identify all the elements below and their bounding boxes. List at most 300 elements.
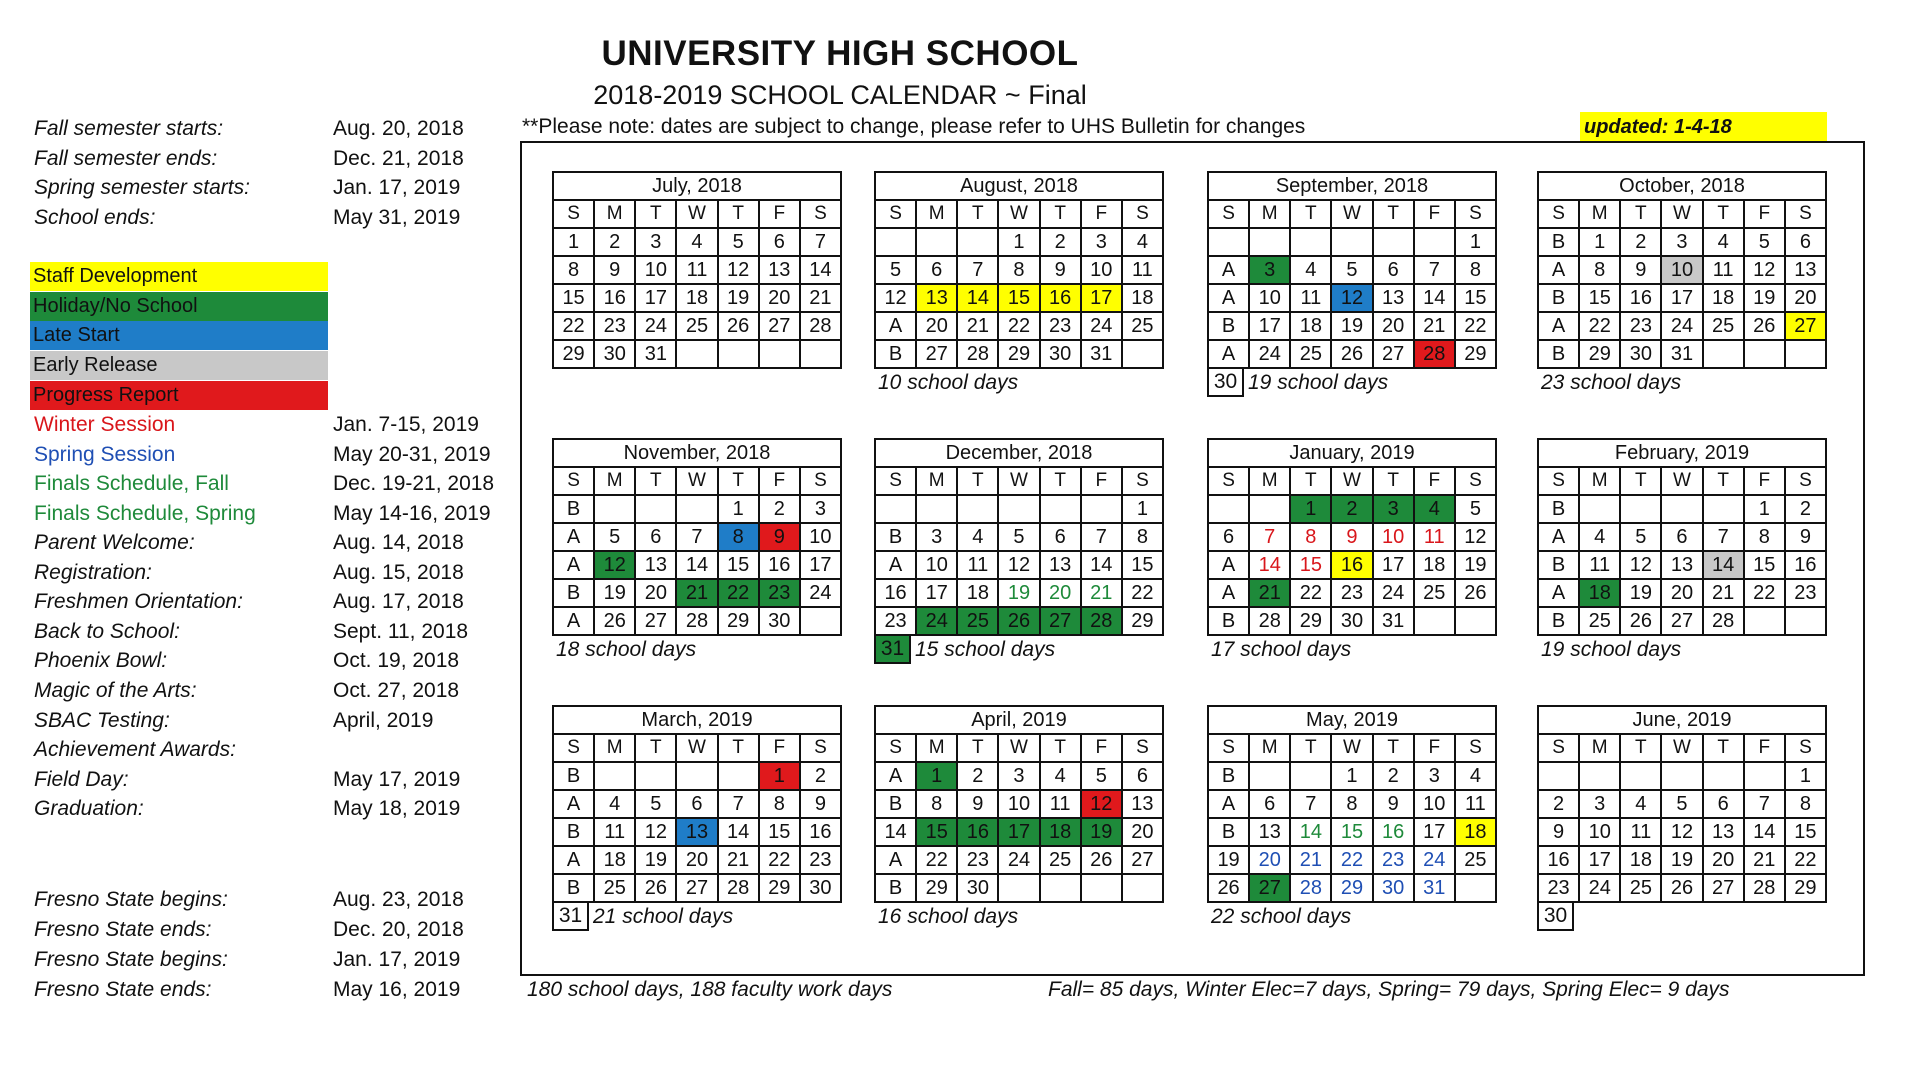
day-cell: 9 (759, 523, 800, 551)
session-value: Dec. 19-21, 2018 (333, 472, 495, 496)
weekday-header: S (1208, 734, 1249, 762)
month-name: November, 2018 (553, 439, 841, 467)
day-cell: 13 (1785, 256, 1826, 284)
day-cell: 8 (1579, 256, 1620, 284)
day-cell: 5 (875, 256, 916, 284)
day-cell: 20 (759, 284, 800, 312)
day-cell: 4 (1122, 228, 1163, 256)
day-cell: 17 (635, 284, 676, 312)
day-cell: 1 (759, 762, 800, 790)
day-cell: 4 (1579, 523, 1620, 551)
day-cell: 26 (1081, 846, 1122, 874)
weekday-header: T (1373, 200, 1414, 228)
day-cell: 22 (998, 312, 1039, 340)
day-cell: 30 (800, 874, 841, 902)
day-cell: 15 (1785, 818, 1826, 846)
day-cell: 25 (1040, 846, 1081, 874)
day-cell: 1 (916, 762, 957, 790)
weekday-header: S (1785, 200, 1826, 228)
day-cell: 19 (1208, 846, 1249, 874)
day-cell: 12 (1081, 790, 1122, 818)
day-cell: 26 (1661, 874, 1702, 902)
ab-day-marker: B (1538, 607, 1579, 635)
day-cell: 11 (1040, 790, 1081, 818)
day-cell: 27 (1373, 340, 1414, 368)
day-cell: 1 (1331, 762, 1372, 790)
day-cell: 22 (1579, 312, 1620, 340)
day-cell: 26 (1744, 312, 1785, 340)
empty-day-cell (1122, 340, 1163, 368)
day-cell: 29 (553, 340, 594, 368)
weekday-header: W (1331, 734, 1372, 762)
month-footer (1537, 638, 1827, 666)
weekday-header: S (553, 734, 594, 762)
month-calendar (1207, 171, 1497, 399)
day-cell: 9 (1620, 256, 1661, 284)
day-cell: 24 (1249, 340, 1290, 368)
weekday-header: S (1538, 467, 1579, 495)
day-cell: 14 (718, 818, 759, 846)
day-cell: 12 (1331, 284, 1372, 312)
day-cell: 8 (998, 256, 1039, 284)
weekday-header: S (800, 467, 841, 495)
day-cell: 12 (875, 284, 916, 312)
event-label: Back to School: (34, 619, 180, 643)
weekday-header: M (1249, 200, 1290, 228)
day-cell: 18 (1040, 818, 1081, 846)
ab-day-marker: B (875, 523, 916, 551)
term-days-summary: Fall= 85 days, Winter Elec=7 days, Spring= 79 days, Spring Elec= 9 days (1048, 978, 1730, 1001)
day-cell: 27 (635, 607, 676, 635)
day-cell: 15 (759, 818, 800, 846)
weekday-header: M (594, 200, 635, 228)
day-cell: 6 (1249, 790, 1290, 818)
ab-day-marker: B (875, 874, 916, 902)
day-cell: 11 (1703, 256, 1744, 284)
month-calendar (552, 438, 842, 666)
event-label: Phoenix Bowl: (34, 649, 168, 673)
weekday-header: W (1661, 467, 1702, 495)
day-cell: 7 (957, 256, 998, 284)
session-label: Finals Schedule, Fall (34, 472, 229, 496)
day-cell: 9 (1373, 790, 1414, 818)
day-cell: 27 (1249, 874, 1290, 902)
day-cell: 23 (1040, 312, 1081, 340)
weekday-header: F (1081, 734, 1122, 762)
day-cell: 18 (1703, 284, 1744, 312)
event-value: Aug. 15, 2018 (333, 560, 464, 584)
day-cell: 10 (800, 523, 841, 551)
weekday-header: T (1620, 734, 1661, 762)
day-cell: 11 (1455, 790, 1496, 818)
weekday-header: T (1040, 467, 1081, 495)
day-cell: 25 (1455, 846, 1496, 874)
day-cell: 11 (957, 551, 998, 579)
event-label: Freshmen Orientation: (34, 590, 243, 614)
weekday-header: W (998, 467, 1039, 495)
day-cell: 22 (1290, 579, 1331, 607)
month-footer (1207, 371, 1497, 399)
day-cell: 18 (594, 846, 635, 874)
day-cell: 14 (1081, 551, 1122, 579)
day-cell: 26 (1208, 874, 1249, 902)
weekday-header: M (916, 467, 957, 495)
empty-day-cell (1249, 762, 1290, 790)
day-cell: 16 (1040, 284, 1081, 312)
day-cell: 8 (916, 790, 957, 818)
day-cell: 23 (1538, 874, 1579, 902)
day-cell: 13 (1661, 551, 1702, 579)
fresno-label: Fresno State ends: (34, 918, 212, 941)
ab-day-marker: B (1538, 340, 1579, 368)
day-cell: 8 (1331, 790, 1372, 818)
empty-day-cell (1579, 495, 1620, 523)
day-cell: 19 (1331, 312, 1372, 340)
ab-day-marker: B (553, 874, 594, 902)
empty-day-cell (1785, 607, 1826, 635)
month-calendar (1537, 705, 1827, 933)
day-cell: 8 (1455, 256, 1496, 284)
day-cell: 17 (916, 579, 957, 607)
day-cell: 14 (1249, 551, 1290, 579)
day-cell: 13 (916, 284, 957, 312)
month-name: September, 2018 (1208, 172, 1496, 200)
weekday-header: F (1744, 734, 1785, 762)
weekday-header: T (1620, 200, 1661, 228)
session-label: Finals Schedule, Spring (34, 501, 256, 525)
day-cell: 10 (1373, 523, 1414, 551)
empty-day-cell (1744, 340, 1785, 368)
day-cell: 9 (957, 790, 998, 818)
fresno-label: Fresno State begins: (34, 948, 228, 971)
weekday-header: T (1703, 200, 1744, 228)
day-cell: 28 (1249, 607, 1290, 635)
day-cell: 14 (957, 284, 998, 312)
empty-day-cell (1208, 495, 1249, 523)
day-cell: 16 (800, 818, 841, 846)
weekday-header: S (553, 200, 594, 228)
weekday-header: T (1290, 734, 1331, 762)
month-footer (1207, 638, 1497, 666)
empty-day-cell (875, 495, 916, 523)
day-cell: 12 (1661, 818, 1702, 846)
school-days-count: 19 school days (1541, 638, 1682, 661)
day-cell: 6 (1373, 256, 1414, 284)
day-cell: 4 (1620, 790, 1661, 818)
day-cell: 18 (1290, 312, 1331, 340)
day-cell: 6 (1122, 762, 1163, 790)
month-footer (1207, 905, 1497, 933)
month-footer (1537, 905, 1827, 933)
weekday-header: T (718, 467, 759, 495)
day-cell: 17 (1373, 551, 1414, 579)
key-date-label: Fall semester ends: (34, 146, 218, 170)
empty-day-cell (875, 228, 916, 256)
weekday-header: F (1414, 734, 1455, 762)
empty-day-cell (1703, 340, 1744, 368)
day-cell: 31 (1081, 340, 1122, 368)
day-cell: 31 (635, 340, 676, 368)
day-cell: 29 (1579, 340, 1620, 368)
day-cell: 3 (916, 523, 957, 551)
day-cell: 25 (1290, 340, 1331, 368)
day-cell: 8 (1785, 790, 1826, 818)
weekday-header: S (1538, 200, 1579, 228)
empty-day-cell (676, 762, 717, 790)
weekday-header: W (676, 734, 717, 762)
weekday-header: T (1040, 734, 1081, 762)
event-value: Oct. 19, 2018 (333, 649, 460, 673)
weekday-header: W (998, 734, 1039, 762)
day-cell: 26 (1620, 607, 1661, 635)
day-cell: 24 (1081, 312, 1122, 340)
day-cell: 19 (998, 579, 1039, 607)
fresno-label: Fresno State begins: (34, 888, 228, 911)
day-cell: 25 (1414, 579, 1455, 607)
weekday-header: S (1208, 200, 1249, 228)
weekday-header: T (1373, 467, 1414, 495)
empty-day-cell (916, 228, 957, 256)
day-cell: 18 (1122, 284, 1163, 312)
day-cell: 25 (1620, 874, 1661, 902)
day-cell: 27 (1661, 607, 1702, 635)
day-cell: 22 (1331, 846, 1372, 874)
event-value: Sept. 11, 2018 (333, 619, 469, 643)
weekday-header: S (800, 734, 841, 762)
day-cell: 7 (676, 523, 717, 551)
ab-day-marker: A (1538, 579, 1579, 607)
day-cell: 2 (1040, 228, 1081, 256)
day-cell: 27 (1040, 607, 1081, 635)
month-name: July, 2018 (553, 172, 841, 200)
day-cell: 1 (1290, 495, 1331, 523)
day-cell: 23 (1785, 579, 1826, 607)
day-cell: 7 (1414, 256, 1455, 284)
day-cell: 2 (1331, 495, 1372, 523)
day-cell: 7 (1703, 523, 1744, 551)
day-cell: 8 (553, 256, 594, 284)
day-cell: 6 (1661, 523, 1702, 551)
day-cell: 23 (800, 846, 841, 874)
empty-day-cell (676, 495, 717, 523)
overflow-day-cell: 30 (1207, 369, 1244, 397)
day-cell: 13 (1040, 551, 1081, 579)
day-cell: 21 (1249, 579, 1290, 607)
empty-day-cell (594, 495, 635, 523)
day-cell: 1 (553, 228, 594, 256)
month-name: February, 2019 (1538, 439, 1826, 467)
weekday-header: M (594, 467, 635, 495)
day-cell: 10 (635, 256, 676, 284)
session-label: Winter Session (34, 413, 176, 436)
page-subtitle: 2018-2019 SCHOOL CALENDAR ~ Final (593, 80, 1087, 110)
day-cell: 31 (1414, 874, 1455, 902)
empty-day-cell (1579, 762, 1620, 790)
day-cell: 13 (1249, 818, 1290, 846)
weekday-header: F (1744, 467, 1785, 495)
day-cell: 5 (1081, 762, 1122, 790)
day-cell: 9 (1331, 523, 1372, 551)
event-label: Magic of the Arts: (34, 679, 197, 702)
day-cell: 3 (1579, 790, 1620, 818)
weekday-header: F (1081, 200, 1122, 228)
day-cell: 24 (916, 607, 957, 635)
day-cell: 4 (594, 790, 635, 818)
day-cell: 13 (635, 551, 676, 579)
day-cell: 2 (1538, 790, 1579, 818)
day-cell: 23 (759, 579, 800, 607)
day-cell: 4 (676, 228, 717, 256)
weekday-header: F (1414, 467, 1455, 495)
day-cell: 27 (916, 340, 957, 368)
overflow-day-cell: 31 (874, 636, 911, 664)
ab-day-marker: A (875, 762, 916, 790)
day-cell: 14 (875, 818, 916, 846)
day-cell: 9 (1040, 256, 1081, 284)
empty-day-cell (1455, 607, 1496, 635)
ab-day-marker: A (1538, 523, 1579, 551)
day-cell: 11 (676, 256, 717, 284)
day-cell: 2 (1373, 762, 1414, 790)
weekday-header: W (1331, 467, 1372, 495)
ab-day-marker: B (553, 818, 594, 846)
event-value: May 18, 2019 (333, 797, 461, 821)
weekday-header: M (1579, 734, 1620, 762)
day-cell: 11 (1579, 551, 1620, 579)
ab-day-marker: A (875, 312, 916, 340)
fresno-value: May 16, 2019 (333, 978, 461, 1001)
day-cell: 29 (916, 874, 957, 902)
overflow-day-cell: 31 (552, 903, 589, 931)
day-cell: 16 (875, 579, 916, 607)
ab-day-marker: B (1538, 495, 1579, 523)
day-cell: 30 (1373, 874, 1414, 902)
month-footer (874, 905, 1164, 933)
ab-day-marker: A (553, 607, 594, 635)
weekday-header: T (635, 734, 676, 762)
month-footer (1537, 371, 1827, 399)
day-cell: 9 (1538, 818, 1579, 846)
ab-day-marker: A (875, 551, 916, 579)
day-cell: 7 (1744, 790, 1785, 818)
day-cell: 1 (1122, 495, 1163, 523)
day-cell: 30 (759, 607, 800, 635)
day-cell: 23 (957, 846, 998, 874)
day-cell: 12 (1744, 256, 1785, 284)
weekday-header: W (1331, 200, 1372, 228)
weekday-header: S (1122, 734, 1163, 762)
session-value: May 14-16, 2019 (333, 501, 491, 525)
day-cell: 2 (800, 762, 841, 790)
day-cell: 2 (1785, 495, 1826, 523)
empty-day-cell (635, 762, 676, 790)
day-cell: 25 (1703, 312, 1744, 340)
day-cell: 14 (676, 551, 717, 579)
legend-item-progress-report: Progress Report (30, 381, 328, 410)
ab-day-marker: A (1538, 256, 1579, 284)
ab-day-marker: B (1208, 607, 1249, 635)
key-date-value: Jan. 17, 2019 (333, 176, 461, 199)
day-cell: 29 (1331, 874, 1372, 902)
ab-day-marker: A (553, 846, 594, 874)
empty-day-cell (800, 340, 841, 368)
ab-day-marker: B (1208, 818, 1249, 846)
day-cell: 30 (1620, 340, 1661, 368)
day-cell: 22 (553, 312, 594, 340)
day-cell: 13 (1122, 790, 1163, 818)
day-cell: 18 (676, 284, 717, 312)
weekday-header: W (1661, 200, 1702, 228)
weekday-header: T (1703, 734, 1744, 762)
day-cell: 3 (998, 762, 1039, 790)
event-label: SBAC Testing: (34, 708, 170, 732)
day-cell: 9 (800, 790, 841, 818)
weekday-header: S (875, 467, 916, 495)
ab-day-marker: A (553, 551, 594, 579)
weekday-header: M (1579, 467, 1620, 495)
month-calendar (1207, 438, 1497, 666)
day-cell: 30 (1040, 340, 1081, 368)
day-cell: 24 (1579, 874, 1620, 902)
empty-day-cell (1373, 228, 1414, 256)
month-name: October, 2018 (1538, 172, 1826, 200)
fresno-value: Aug. 23, 2018 (333, 888, 464, 911)
day-cell: 16 (594, 284, 635, 312)
ab-day-marker: B (875, 790, 916, 818)
day-cell: 1 (998, 228, 1039, 256)
key-date-value: Dec. 21, 2018 (333, 146, 464, 170)
month-name: December, 2018 (875, 439, 1163, 467)
weekday-header: T (957, 467, 998, 495)
day-cell: 17 (1081, 284, 1122, 312)
empty-day-cell (1414, 228, 1455, 256)
day-cell: 8 (1122, 523, 1163, 551)
day-cell: 20 (676, 846, 717, 874)
empty-day-cell (1620, 762, 1661, 790)
day-cell: 15 (1579, 284, 1620, 312)
day-cell: 25 (594, 874, 635, 902)
ab-day-marker: B (1538, 228, 1579, 256)
weekday-header: F (759, 467, 800, 495)
day-cell: 10 (1661, 256, 1702, 284)
day-cell: 18 (1579, 579, 1620, 607)
day-cell: 22 (759, 846, 800, 874)
day-cell: 12 (1455, 523, 1496, 551)
day-cell: 22 (1122, 579, 1163, 607)
month-name: March, 2019 (553, 706, 841, 734)
day-cell: 6 (1703, 790, 1744, 818)
day-cell: 17 (1579, 846, 1620, 874)
day-cell: 28 (676, 607, 717, 635)
day-cell: 3 (800, 495, 841, 523)
day-cell: 21 (800, 284, 841, 312)
key-date-value: Aug. 20, 2018 (333, 117, 464, 140)
day-cell: 26 (998, 607, 1039, 635)
page-title: UNIVERSITY HIGH SCHOOL (601, 34, 1079, 73)
session-label: Spring Session (34, 442, 176, 466)
day-cell: 4 (1703, 228, 1744, 256)
key-date-value: May 31, 2019 (333, 205, 461, 229)
day-cell: 11 (594, 818, 635, 846)
day-cell: 11 (1122, 256, 1163, 284)
empty-day-cell (594, 762, 635, 790)
month-footer (552, 371, 842, 399)
day-cell: 22 (916, 846, 957, 874)
day-cell: 2 (594, 228, 635, 256)
day-cell: 11 (1414, 523, 1455, 551)
day-cell: 7 (718, 790, 759, 818)
weekday-header: T (1373, 734, 1414, 762)
